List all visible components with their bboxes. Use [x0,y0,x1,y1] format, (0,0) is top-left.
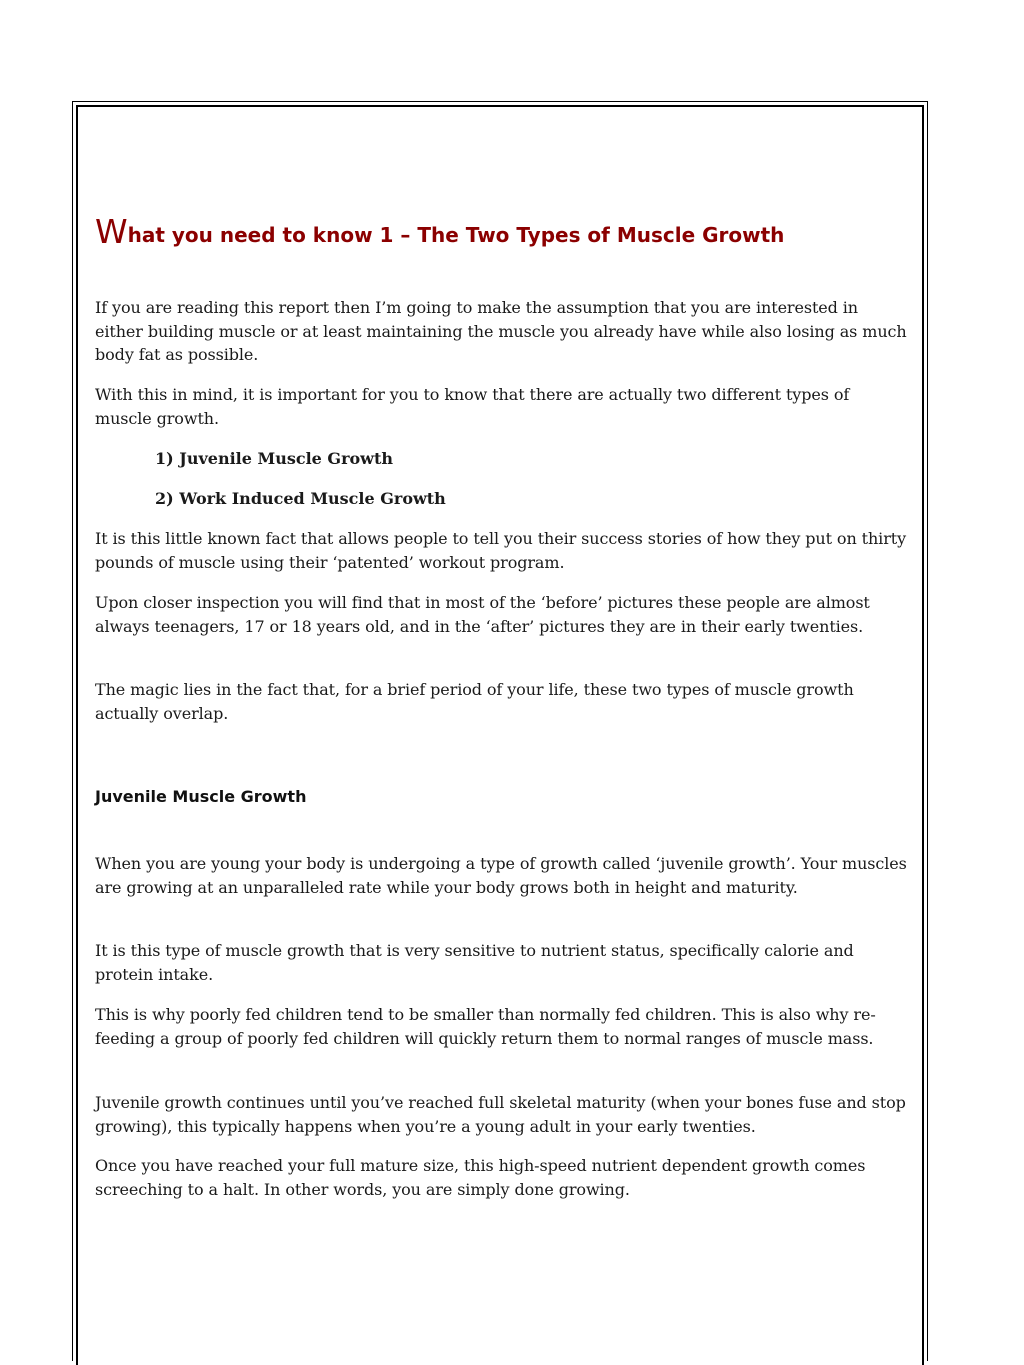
section-paragraph-3: This is why poorly fed children tend to be smaller than normally fed children. This is also why re-feeding a group of poorly fed children will quickly return them to normal ranges of muscle mass. [95,1005,876,1048]
page-title [95,212,915,251]
body-paragraph-4: Upon closer inspection you will find that in most of the ‘before’ pictures these people are almost always teenagers, 17 or 18 years old, and in the ‘after’ pictures they are in their early twenties. [95,593,870,636]
section-paragraph-1: When you are young your body is undergoing a type of growth called ‘juvenile growth’. Your muscles are growing at an unparalleled rate while your body grows both in height and maturity. [95,854,907,897]
intro-paragraph-2: With this in mind, it is important for you to know that there are actually two different types of muscle growth. [95,385,850,428]
section-paragraph-4: Juvenile growth continues until you’ve reached full skeletal maturity (when your bones fuse and stop growing), this typically happens when you’re a young adult in your early twenties. [95,1093,906,1136]
list-item-juvenile: 1) Juvenile Muscle Growth [155,449,393,468]
list-item-work-induced: 2) Work Induced Muscle Growth [155,489,446,508]
section-heading: Juvenile Muscle Growth [95,787,307,806]
title-text: hat you need to know 1 – The Two Types of Muscle Growth [127,223,785,247]
section-paragraph-2: It is this type of muscle growth that is very sensitive to nutrient status, specifically calorie and protein intake. [95,941,854,984]
intro-paragraph-1: If you are reading this report then I’m going to make the assumption that you are interested in either building muscle or at least maintaining the muscle you already have while also losing as much body fat as possible. [95,298,907,364]
section-paragraph-5: Once you have reached your full mature size, this high-speed nutrient dependent growth comes screeching to a halt. In other words, you are simply done growing. [95,1156,866,1199]
body-paragraph-3: It is this little known fact that allows people to tell you their success stories of how they put on thirty pounds of muscle using their ‘patented’ workout program. [95,529,907,572]
title-initial-letter: W [95,212,128,251]
body-paragraph-5: The magic lies in the fact that, for a brief period of your life, these two types of muscle growth actually overlap. [95,680,854,723]
